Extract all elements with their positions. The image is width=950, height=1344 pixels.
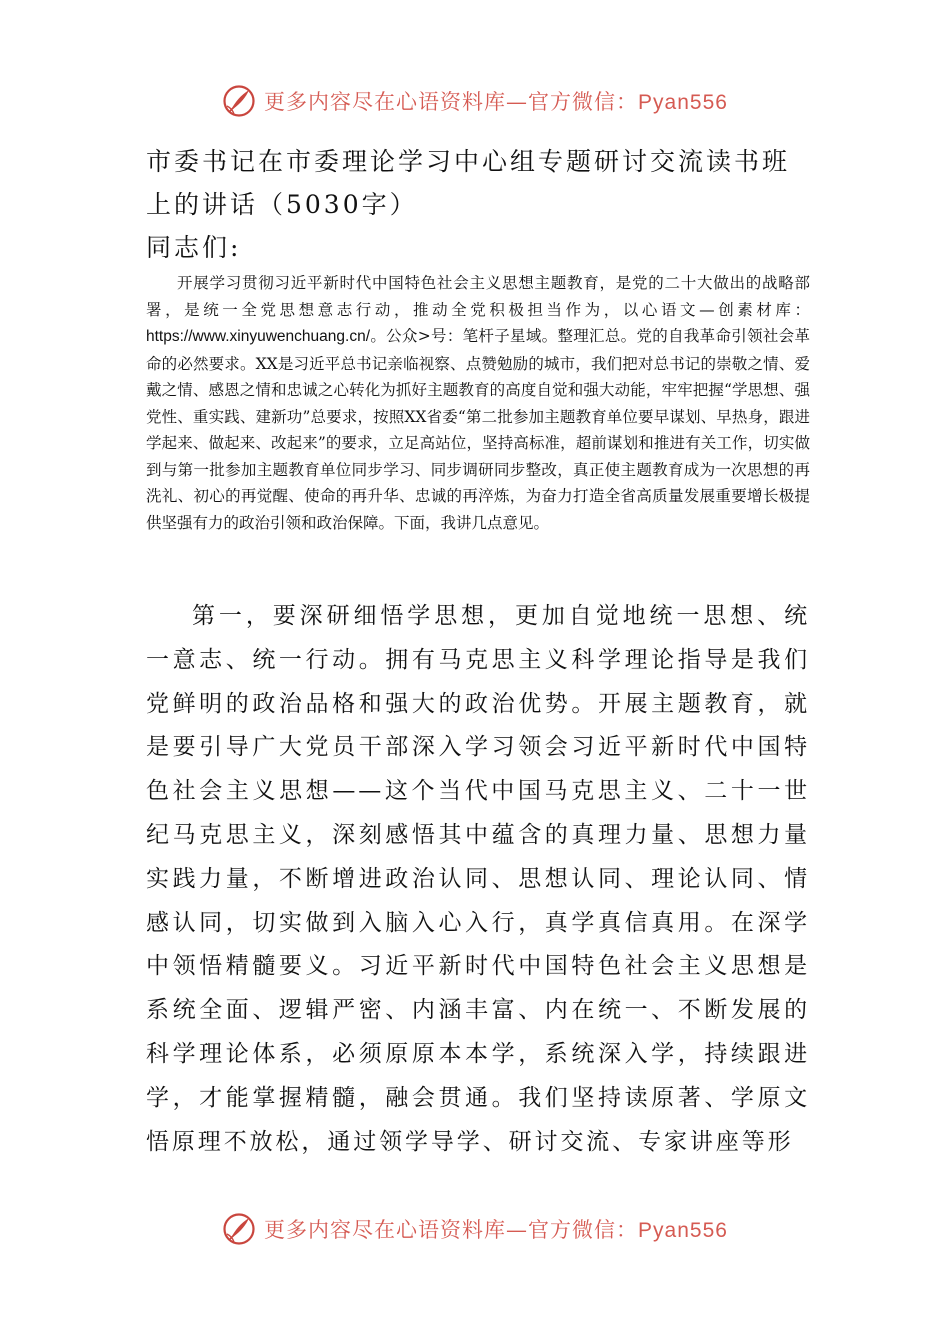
intro-text-before-url: 开展学习贯彻习近平新时代中国特色社会主义思想主题教育，是党的二十大做出的战略部署，是统一全党思想意志行动，推动全党积极担当作为，以心语文—创素材库：	[146, 274, 810, 319]
section-one-paragraph: 第一，要深研细悟学思想，更加自觉地统一思想、统一意志、统一行动。拥有马克思主义科学理论指导是我们党鲜明的政治品格和强大的政治优势。开展主题教育，就是要引导广大党员干部深入学习领会习近平新时代中国特色社会主义思想——这个当代中国马克思主义、二十一世纪马克思主义，深刻感悟其中蕴含的真理力量、思想力量实践力量，不断增进政治认同、思想认同、理论认同、情感认同，切实做到入脑入心入行，真学真信真用。在深学中领悟精髓要义。习近平新时代中国特色社会主义思想是系统全面、逻辑严密、内涵丰富、内在统一、不断发展的科学理论体系，必须原原本本学，系统深入学，持续跟进学，才能掌握精髓，融会贯通。我们坚持读原著、学原文悟原理不放松，通过领学导学、研讨交流、专家讲座等形	[146, 603, 810, 1155]
banner-wechat-id: Pyan556	[638, 1219, 728, 1242]
banner-text	[264, 1214, 728, 1244]
quill-logo-icon	[222, 1212, 256, 1246]
banner-main-text: 更多内容尽在心语资料库—官方微信：	[264, 1218, 639, 1242]
quill-logo-icon	[222, 84, 256, 118]
banner-wechat-id: Pyan556	[638, 91, 728, 114]
intro-paragraph	[146, 270, 810, 536]
header-banner	[0, 80, 950, 122]
intro-text-after-url: 。公众>号：笔杆子星域。整理汇总。党的自我革命引领社会革命的必然要求。XX是习近平总书记亲临视察、点赞勉励的城市，我们把对总书记的崇敬之情、爱戴之情、感恩之情和忠诚之心转化为抓好主题教育的高度自觉和强大动能，牢牢把握“学思想、强党性、重实践、建新功”总要求，按照XX省委“第二批参加主题教育单位要早谋划、早热身，跟进学起来、做起来、改起来”的要求，立足高站位，坚持高标准，超前谋划和推进有关工作，切实做到与第一批参加主题教育单位同步学习、同步调研同步整改，真正使主题教育成为一次思想的再洗礼、初心的再觉醒、使命的再升华、忠诚的再淬炼，为奋力打造全省高质量发展重要增长极提供坚强有力的政治引领和政治保障。下面，我讲几点意见。	[146, 327, 810, 532]
banner-text	[264, 86, 728, 116]
document-title: 市委书记在市委理论学习中心组专题研讨交流读书班上的讲话（5030字）	[146, 147, 791, 219]
source-url-link[interactable]: https://www.xinyuwenchuang.cn/	[146, 328, 371, 345]
footer-banner	[0, 1208, 950, 1250]
greeting: 同志们:	[146, 233, 242, 262]
banner-main-text: 更多内容尽在心语资料库—官方微信：	[264, 90, 639, 114]
